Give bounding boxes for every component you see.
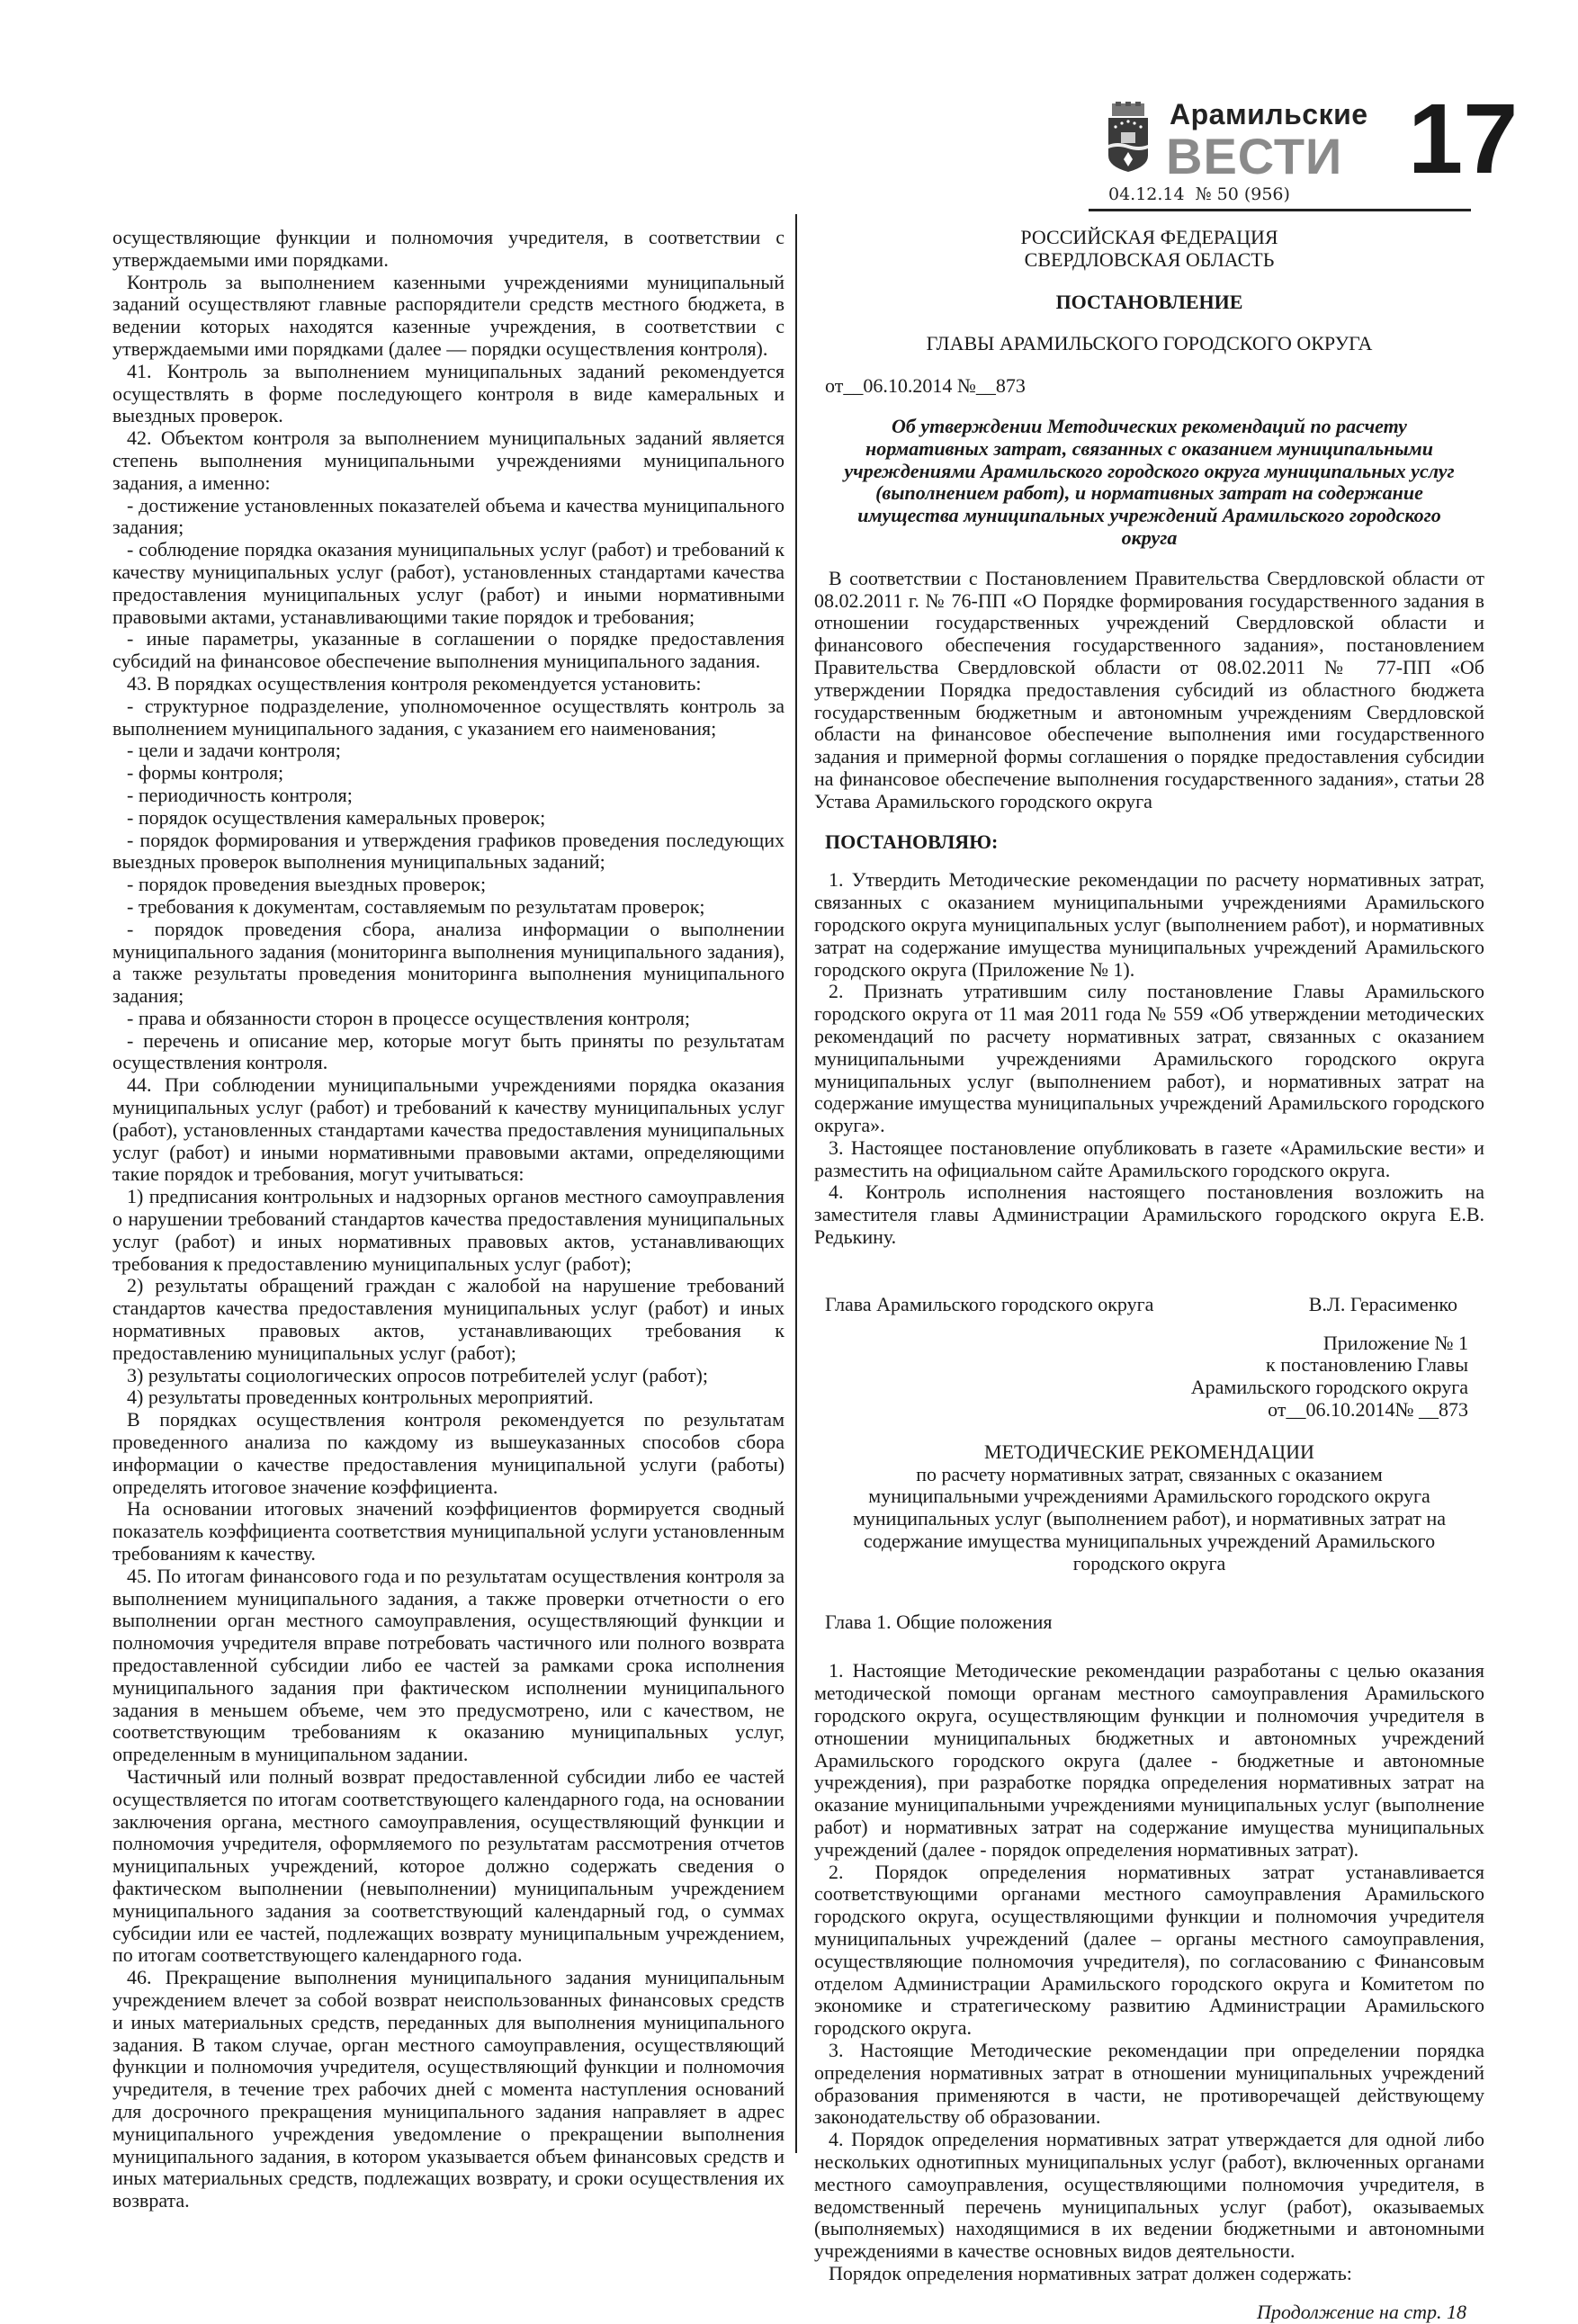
- signature: [814, 1294, 1484, 1316]
- page-number: 17: [1408, 84, 1519, 194]
- newspaper-name-line2: ВЕСТИ: [1166, 128, 1343, 184]
- appendix-line: Арамильского городского округа: [1190, 1376, 1468, 1399]
- paragraph: 44. При соблюдении муниципальными учреждениями порядка оказания муниципальных услуг (работ) и требований к качеству муниципальных услуг (работ), установленных стандартами качества предоставления муниципальных услуг (работ) и иными нормативными правовыми актами, определяющими такие порядок и требования, могут учитываться:: [112, 1073, 785, 1186]
- chapter-item: 3. Настоящие Методические рекомендации при определении порядка определения нормативных затрат в отношении муниципальных учреждений образования применяются в части, не противоречащей действующему законодательству об образовании.: [814, 2038, 1484, 2129]
- state-header: [814, 227, 1484, 272]
- paragraph: - структурное подразделение, уполномоченное осуществлять контроль за выполнением муниципального задания, с указанием его наименования;: [112, 694, 785, 740]
- date-number: от__06.10.2014 №__873: [825, 374, 1026, 398]
- chapter-item: 2. Порядок определения нормативных затрат устанавливается соответствующими органами местного самоуправления Арамильского городского округа, осуществляющими функции и полномочия учредителя муниципальных учреждений (далее – органы местного самоуправления, осуществляющие полномочия учредителя), по согласованию с Финансовым отделом Администрации Арамильского городского округа и Комитетом по экономике и стратегическому развитию Администрации Арамильского городского округа.: [814, 1860, 1484, 2040]
- paragraph: - порядок проведения выездных проверок;: [127, 873, 487, 896]
- paragraph: осуществляющие функции и полномочия учредителя, в соответствии с утверждаемыми ими порядками.: [112, 226, 785, 271]
- paragraph: - периодичность контроля;: [127, 783, 353, 806]
- chapter-items: [814, 1660, 1484, 2284]
- paragraph: - формы контроля;: [127, 761, 284, 785]
- resolution-item: 4. Контроль исполнения настоящего постановления возложить на заместителя главы Администрации Арамильского городского округа Е.В. Редькину.: [814, 1180, 1484, 1249]
- paragraph: 46. Прекращение выполнения муниципального задания муниципальным учреждением влечет за собой возврат неиспользованных финансовых средств и иных материальных средств, переданных для выполнения муниципального задания. В таком случае, орган местного самоуправления, осуществляющий функции и полномочия учредителя, осуществляющий функции и полномочия учредителя, в течение трех рабочих дней с момента наступления оснований для досрочного прекращения муниципального задания направляет в адрес муниципального учреждения уведомление о прекращении выполнения муниципального задания, в котором указывается объем финансовых средств и иных материальных средств, подлежащих возврату, и сроки осуществления их возврата.: [112, 1966, 785, 2212]
- paragraph: 4) результаты проведенных контрольных мероприятий.: [127, 1386, 594, 1409]
- signature-name: В.Л. Герасименко: [1308, 1292, 1457, 1315]
- paragraph: На основании итоговых значений коэффициентов формируется сводный показатель коэффициента соответствия муниципальной услуги установленным требованиям к качеству.: [112, 1497, 785, 1566]
- issue-date: 04.12.14: [1108, 184, 1185, 204]
- paragraph: - достижение установленных показателей объема и качества муниципального задания;: [112, 493, 785, 539]
- resolve-heading: ПОСТАНОВЛЯЮ:: [825, 830, 999, 853]
- paragraph: 43. В порядках осуществления контроля рекомендуется установить:: [127, 671, 702, 695]
- resolution-item: 3. Настоящее постановление опубликовать в газете «Арамильские вести» и разместить на официальном сайте Арамильского городского округа.: [814, 1135, 1484, 1181]
- resolution-items: [814, 869, 1484, 1249]
- resolution-item: 1. Утвердить Методические рекомендации по расчету нормативных затрат, связанных с оказанием муниципальными учреждениями Арамильского городского округа муниципальных услуг (выполнением работ), и нормативных затрат на содержание имущества муниципальных учреждений Арамильского городского округа (Приложение № 1).: [814, 868, 1484, 981]
- method-title: МЕТОДИЧЕСКИЕ РЕКОМЕНДАЦИИ: [984, 1440, 1314, 1463]
- issue-number: № 50 (956): [1195, 184, 1290, 204]
- appendix-line: от__06.10.2014№ __873: [1268, 1398, 1468, 1422]
- paragraph: 2) результаты обращений граждан с жалобой на нарушение требований стандартов качества предоставления муниципальных услуг (работ) и иных нормативных правовых актов, устанавливающих требования к предоставлению муниципальных услуг (работ);: [112, 1274, 785, 1364]
- method-subtitle: по расчету нормативных затрат, связанных с оказанием муниципальными учреждениями Арамильского городского округа муниципальных услуг (выполнением работ), и нормативных затрат на содержание имущества муниципальных учреждений Арамильского городского округа: [852, 1462, 1447, 1575]
- paragraph: - перечень и описание мер, которые могут быть приняты по результатам осуществления контроля.: [112, 1028, 785, 1074]
- header-rule: [1089, 209, 1471, 211]
- paragraph: 1) предписания контрольных и надзорных органов местного самоуправления о нарушении требований стандартов качества предоставления муниципальных услуг (работ) и иных нормативных правовых актов, устанавливающих требования к предоставлению муниципальных услуг (работ);: [112, 1185, 785, 1275]
- preamble: В соответствии с Постановлением Правительства Свердловской области от 08.02.2011 г. № 76-ПП «О Порядке формирования государственного задания в отношении государственных учреждений Свердловской области и финансового обеспечения государственного задания», постановлением Правительства Свердловской области от 08.02.2011 № 77-ПП «Об утверждении Порядка предоставления субсидий из областного бюджета государственным бюджетным и автономным учреждениям Свердловской области на финансовое обеспечение выполнения ими государственного задания и примерной формы соглашения о порядке предоставления субсидии на финансовое обеспечение выполнения государственного задания», статьи 28 Устава Арамильского городского округа: [814, 566, 1484, 812]
- paragraph: - порядок осуществления камеральных проверок;: [127, 805, 546, 829]
- paragraph: - права и обязанности сторон в процессе осуществления контроля;: [127, 1006, 690, 1029]
- chapter-item: Порядок определения нормативных затрат должен содержать:: [829, 2261, 1352, 2284]
- region: СВЕРДЛОВСКАЯ ОБЛАСТЬ: [1024, 247, 1275, 271]
- left-column: [112, 227, 785, 2212]
- appendix-line: Приложение № 1: [1322, 1331, 1468, 1354]
- paragraph: 3) результаты социологических опросов потребителей услуг (работ);: [127, 1363, 708, 1386]
- paragraph: Частичный или полный возврат предоставленной субсидии либо ее частей осуществляется по итогам соответствующего календарного года, на основании заключения органа, местного самоуправления, осуществляющий функции и полномочия учредителя, оформляемого по результатам рассмотрения отчетов муниципальных учреждений, которое должно содержать сведения о фактическом выполнении (невыполнении) муниципальным учреждением муниципального задания за соответствующий календарный год, о суммах субсидии или ее частей, подлежащих возврату муниципальным учреждением, по итогам соответствующего календарного года.: [112, 1764, 785, 1967]
- paragraph: - порядок проведения сбора, анализа информации о выполнении муниципального задания (мониторинга выполнения муниципального задания), а также результаты проведения мониторинга выполнения муниципального задания;: [112, 917, 785, 1008]
- right-column: [814, 227, 1484, 2324]
- newspaper-name-line1: Арамильские: [1170, 98, 1368, 130]
- paragraph: - иные параметры, указанные в соглашении о порядке предоставления субсидий на финансовое обеспечение выполнения муниципального задания.: [112, 627, 785, 673]
- paragraph: - порядок формирования и утверждения графиков проведения последующих выездных проверок выполнения муниципальных заданий;: [112, 828, 785, 874]
- resolution-title: Об утверждении Методических рекомендаций по расчету нормативных затрат, связанных с оказанием муниципальными учреждениями Арамильского городского округа муниципальных услуг (выполнением работ), и нормативных затрат на содержание имущества муниципальных учреждений Арамильского городского округа: [844, 414, 1455, 549]
- chapter-item: 1. Настоящие Методические рекомендации разработаны с целью оказания методической помощи органам местного самоуправления Арамильского городского округа, осуществляющим функции и полномочия учредителя в отношении муниципальных бюджетных и автономных учреждений Арамильского городского округа (далее - бюджетные и автономные учреждения), при разработке порядка определения нормативных затрат на оказание муниципальными учреждениями муниципальных услуг (выполнение работ) и нормативных затрат на содержание имущества муниципальных учреждений (далее - порядок определения нормативных затрат).: [814, 1659, 1484, 1861]
- paragraph: 41. Контроль за выполнением муниципальных заданий рекомендуется осуществлять в форме последующего контроля в виде камеральных и выездных проверок.: [112, 359, 785, 427]
- chapter-heading: Глава 1. Общие положения: [825, 1610, 1053, 1633]
- paragraph: - соблюдение порядка оказания муниципальных услуг (работ) и требований к качеству муниципальных услуг (работ), установленных стандартами качества предоставления муниципальных услуг (работ) и иными нормативными правовыми актами, устанавливающими такие порядок и требования;: [112, 538, 785, 628]
- country: РОССИЙСКАЯ ФЕДЕРАЦИЯ: [1020, 226, 1278, 248]
- issuer: ГЛАВЫ АРАМИЛЬСКОГО ГОРОДСКОГО ОКРУГА: [926, 332, 1373, 355]
- appendix-line: к постановлению Главы: [1266, 1353, 1468, 1377]
- document-type: ПОСТАНОВЛЕНИЕ: [1055, 290, 1243, 313]
- resolution-item: 2. Признать утратившим силу постановление Главы Арамильского городского округа от 11 мая 2011 года № 559 «Об утверждении методических рекомендаций по расчету нормативных затрат, связанных с оказанием муниципальными учреждениями Арамильского городского округа муниципальных услуг (выполнением работ), и нормативных затрат на содержание имущества муниципальных учреждений Арамильского городского округа».: [814, 980, 1484, 1137]
- column-divider: [795, 214, 797, 2153]
- paragraph: 42. Объектом контроля за выполнением муниципальных заданий является степень выполнения муниципальными учреждениями муниципального задания, а именно:: [112, 426, 785, 494]
- paragraph: - цели и задачи контроля;: [127, 739, 341, 762]
- chapter-item: 4. Порядок определения нормативных затрат утверждается для одной либо нескольких однотипных муниципальных услуг (работ), включенных органами местного самоуправления, осуществляющими полномочия учредителя, в ведомственный перечень муниципальных услуг (работ), оказываемых (выполняемых) находящимися в их ведении бюджетными и автономными учреждениями в качестве основных видов деятельности.: [814, 2128, 1484, 2263]
- continuation-note: Продолжение на стр. 18: [1257, 2300, 1466, 2323]
- signature-position: Глава Арамильского городского округа: [825, 1292, 1154, 1315]
- coat-of-arms-icon: [1107, 102, 1150, 174]
- paragraph: 45. По итогам финансового года и по результатам осуществления контроля за выполнением муниципального задания, а также проверки отчетности о его выполнении орган местного самоуправления, осуществляющий функции и полномочия учредителя вправе потребовать частичного или полного возврата предоставленной субсидии либо ее частей за рамками срока исполнения муниципального задания при фактическом исполнении муниципального задания в меньшем объеме, чем это предусмотрено, или с качеством, не соответствующим требованиям к оказанию муниципальных услуг, определенным в муниципальном задании.: [112, 1564, 785, 1766]
- paragraph: - требования к документам, составляемым по результатам проверок;: [127, 894, 705, 918]
- appendix-block: [814, 1332, 1484, 1422]
- issue-line: [1108, 184, 1301, 205]
- preamble-block: [814, 568, 1484, 813]
- paragraph: Контроль за выполнением казенными учреждениями муниципальный заданий осуществляют главные распорядители средств местного бюджета, в ведении которых находятся казенные учреждения, в соответствии с утверждаемыми ими порядками (далее — порядки осуществления контроля).: [112, 270, 785, 360]
- paragraph: В порядках осуществления контроля рекомендуется по результатам проведенного анализа по каждому из вышеуказанных способов сбора информации о качестве предоставления муниципальной услуги (работы) определять итоговое значение коэффициента.: [112, 1408, 785, 1498]
